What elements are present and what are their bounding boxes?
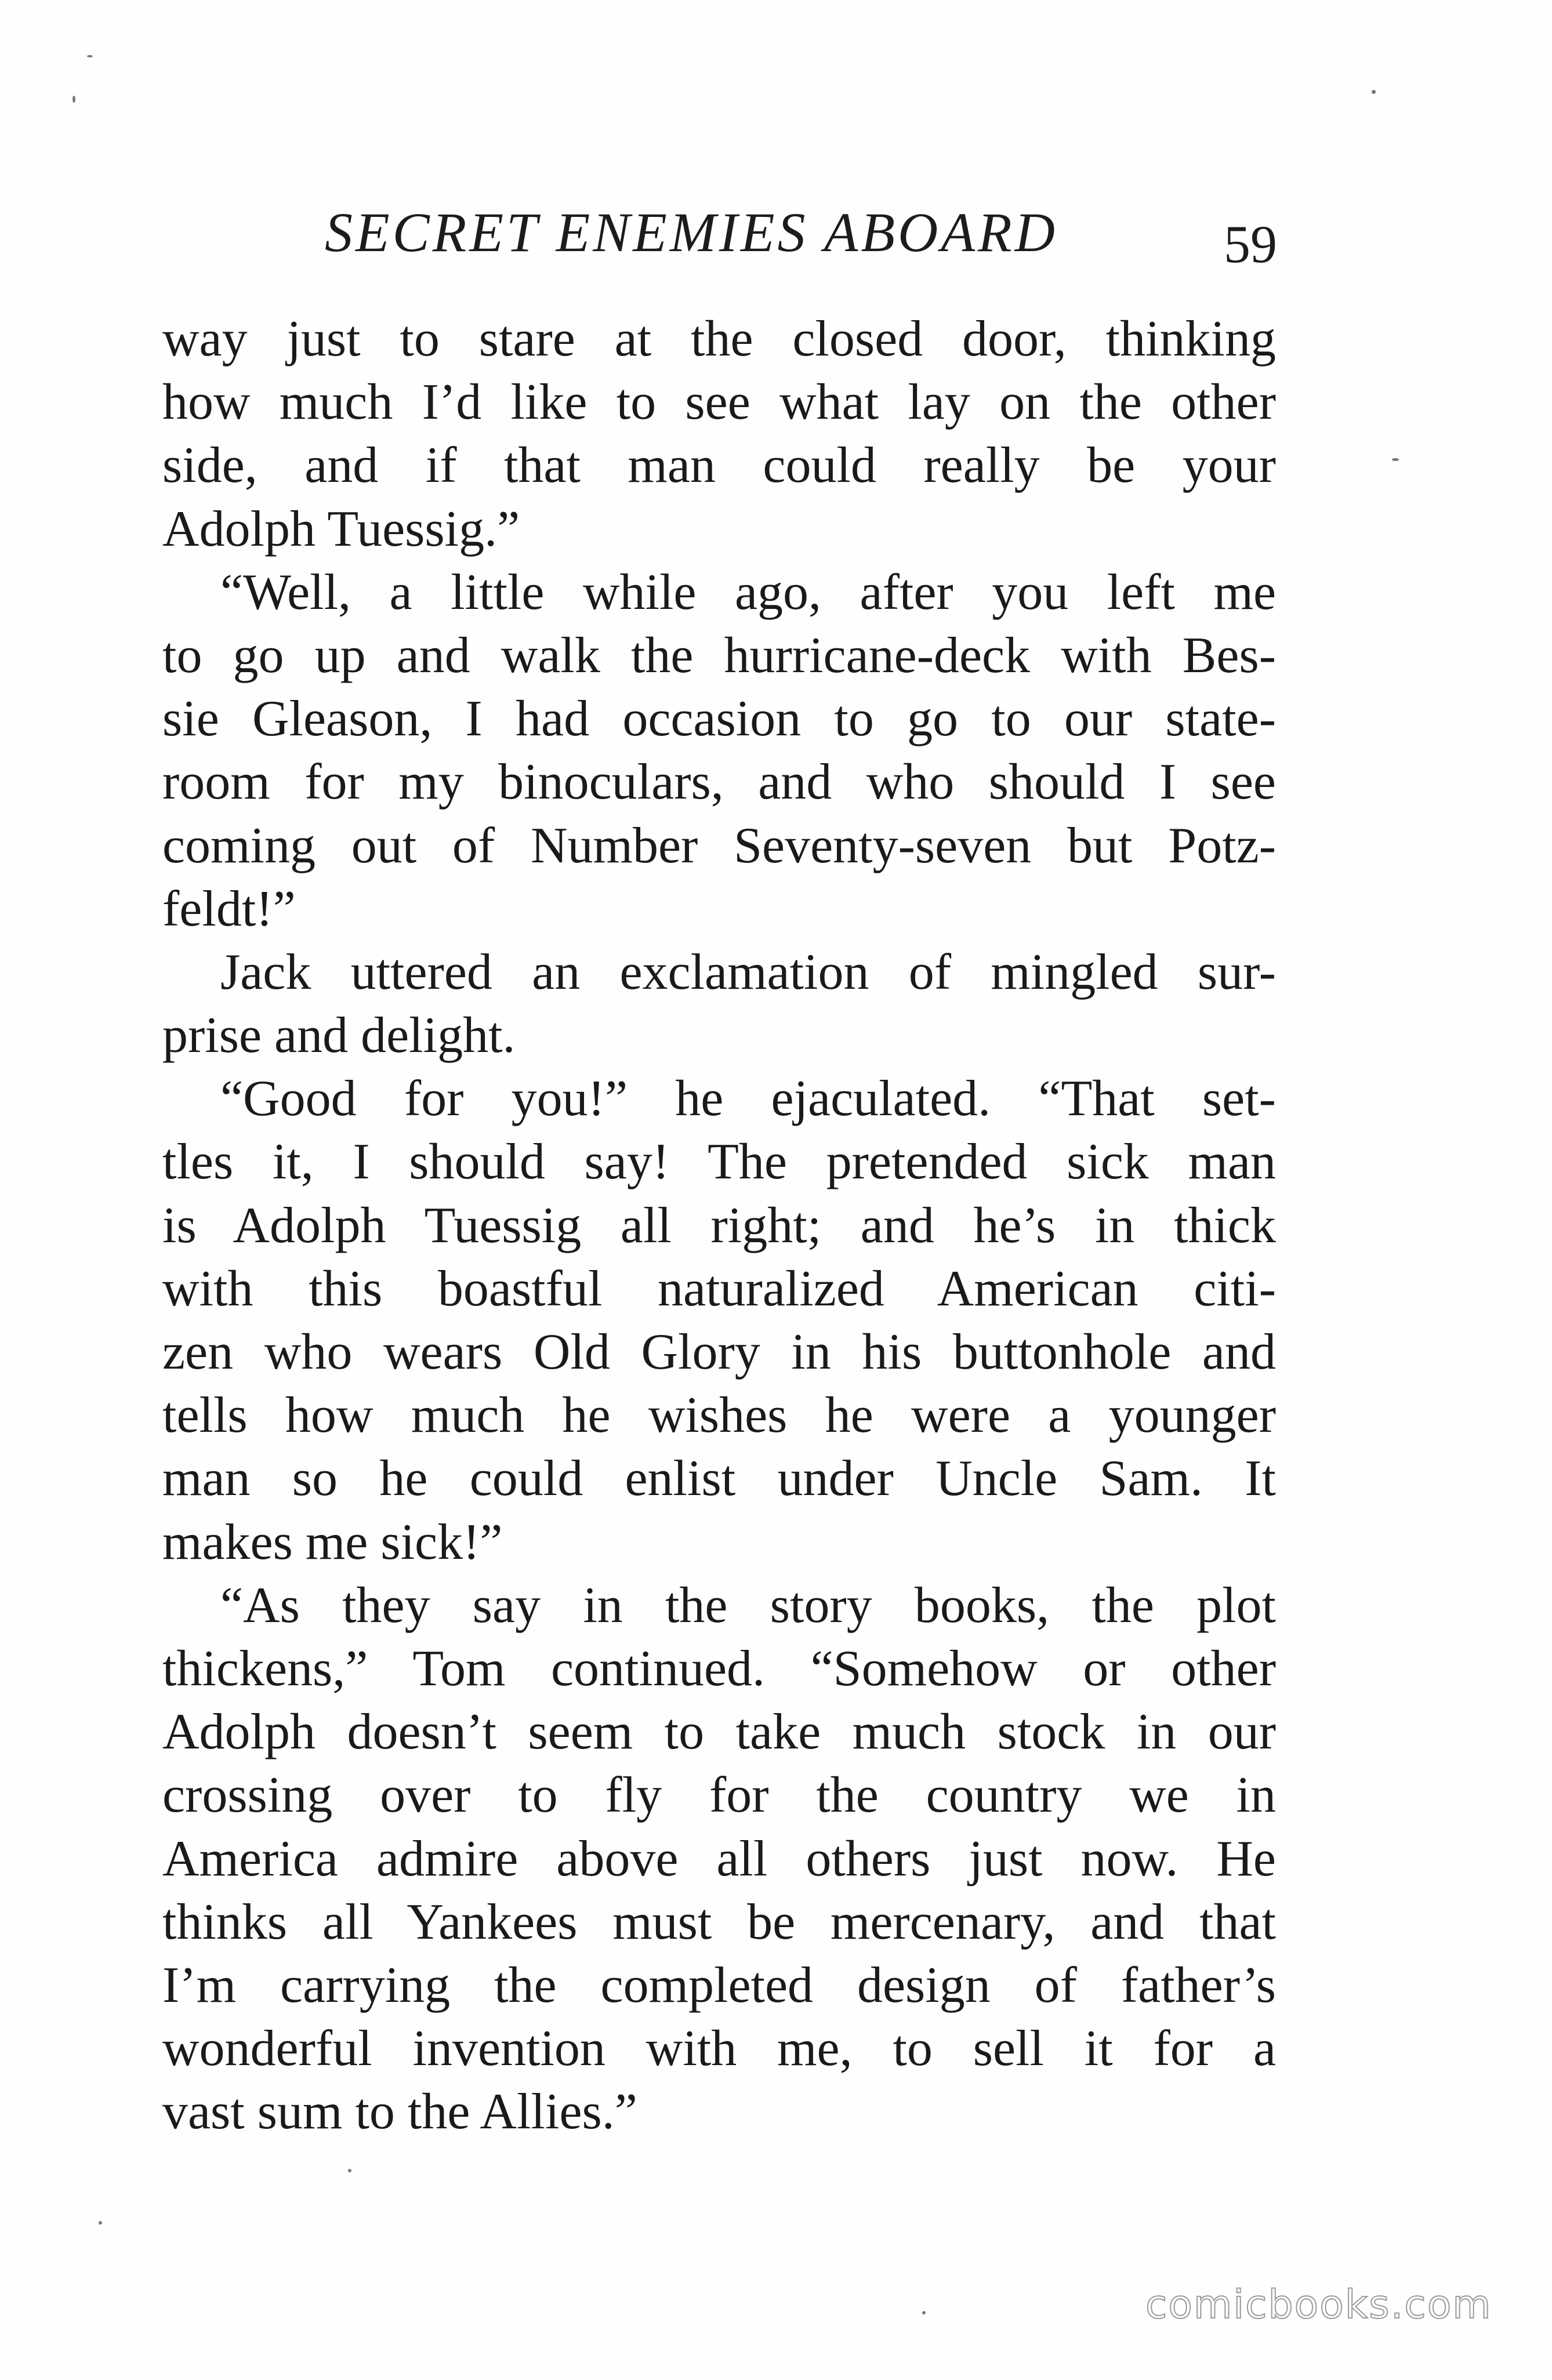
text-line: how much I’d like to see what lay on the other — [162, 374, 1276, 431]
text-line: “Well, a little while ago, after you left me — [220, 564, 1276, 621]
text-line: is Adolph Tuessig all right; and he’s in thick — [162, 1197, 1276, 1254]
text-line: with this boastful naturalized American citi- — [162, 1260, 1276, 1317]
text-line: tles it, I should say! The pretended sick man — [162, 1134, 1276, 1191]
scan-speck — [1372, 90, 1376, 94]
text-line: Adolph Tuessig.” — [162, 500, 520, 557]
scan-speck — [348, 2169, 351, 2172]
text-line: thinks all Yankees must be mercenary, and that — [162, 1893, 1276, 1950]
page-number: 59 — [1224, 215, 1277, 274]
text-line: Jack uttered an exclamation of mingled sur- — [220, 944, 1276, 1000]
text-line: makes me sick!” — [162, 1514, 503, 1570]
scan-speck — [72, 96, 75, 103]
text-line: vast sum to the Allies.” — [162, 2084, 637, 2140]
text-line: side, and if that man could really be your — [162, 437, 1276, 494]
text-line: wonderful invention with me, to sell it for a — [162, 2020, 1276, 2077]
text-line: thickens,” Tom continued. “Somehow or other — [162, 1640, 1276, 1697]
text-line: room for my binoculars, and who should I see — [162, 754, 1276, 811]
text-line: Adolph doesn’t seem to take much stock in our — [162, 1704, 1276, 1761]
scan-speck — [99, 2221, 102, 2225]
text-line: “Good for you!” he ejaculated. “That set- — [220, 1071, 1276, 1127]
text-line: I’m carrying the completed design of father’s — [162, 1957, 1276, 2013]
text-line: zen who wears Old Glory in his buttonhole and — [162, 1324, 1276, 1380]
scan-speck — [87, 55, 93, 57]
text-line: feldt!” — [162, 880, 296, 937]
text-line: tells how much he wishes he were a younger — [162, 1387, 1276, 1444]
text-line: sie Gleason, I had occasion to go to our state- — [162, 691, 1276, 748]
text-line: crossing over to fly for the country we in — [162, 1767, 1276, 1824]
scan-speck — [922, 2311, 926, 2314]
text-line: prise and delight. — [162, 1007, 516, 1064]
text-line: coming out of Number Seventy-seven but Potz- — [162, 817, 1276, 874]
text-line: “As they say in the story books, the plot — [220, 1577, 1276, 1634]
running-head: SECRET ENEMIES ABOARD — [325, 201, 1058, 263]
watermark: comicbooks.com — [1145, 2282, 1492, 2328]
body-text — [162, 307, 1276, 2143]
text-line: way just to stare at the closed door, thinking — [162, 311, 1276, 367]
text-line: man so he could enlist under Uncle Sam. It — [162, 1450, 1276, 1507]
text-line: America admire above all others just now. He — [162, 1830, 1276, 1887]
text-line: to go up and walk the hurricane-deck with Bes- — [162, 627, 1276, 684]
scan-speck — [1392, 458, 1399, 461]
